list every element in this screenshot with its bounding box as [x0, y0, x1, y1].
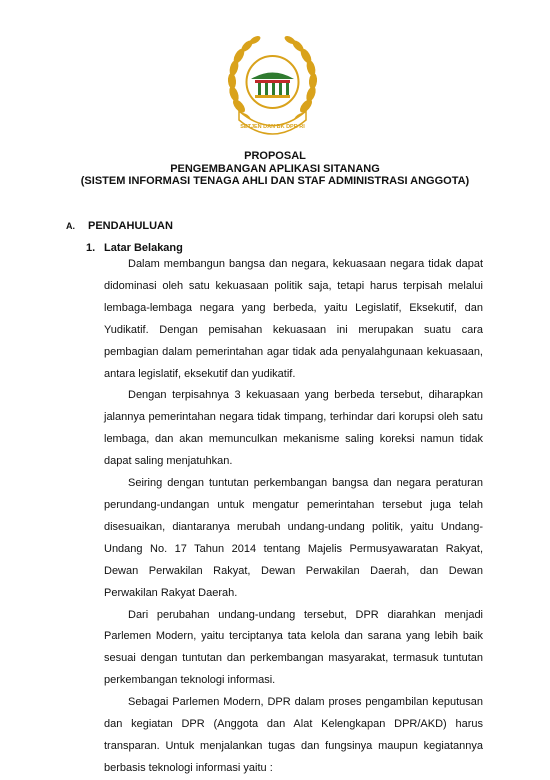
section-title: PENDAHULUAN: [88, 220, 173, 232]
dpr-emblem-logo: [225, 36, 320, 142]
paragraph: Dari perubahan undang-undang tersebut, DPR diarahkan menjadi Parlemen Modern, yaitu terciptanya tata kelola dan sarana yang lebih baik sesuai dengan tuntutan dan perkembangan masyarakat, termasuk tuntutan perkembangan teknologi informasi.: [104, 608, 483, 687]
body-text: [104, 254, 483, 780]
paragraph: Sebagai Parlemen Modern, DPR dalam proses pengambilan keputusan dan kegiatan DPR (Anggota dan Alat Kelengkapan DPR/AKD) harus transparan. Untuk menjalankan tugas dan fungsinya maupun kegiatannya berbasis teknologi informasi yaitu :: [104, 696, 483, 774]
title-line-3: (SISTEM INFORMASI TENAGA AHLI DAN STAF ADMINISTRASI ANGGOTA): [80, 175, 470, 187]
subsection-title: Latar Belakang: [104, 242, 183, 254]
title-line-2: PENGEMBANGAN APLIKASI SITANANG: [170, 162, 380, 175]
title-line-1: PROPOSAL: [244, 150, 306, 162]
logo-ribbon-text: SETJEN DAN BK DPR RI: [240, 124, 305, 130]
subsection-heading: [86, 242, 183, 254]
subsection-number: 1.: [86, 242, 96, 254]
paragraph: Dengan terpisahnya 3 kekuasaan yang berbeda tersebut, diharapkan jalannya pemerintahan negara tidak timpang, terhindar dari korupsi oleh satu lembaga, dan akan memunculkan mekanisme saling koreksi namun tidak dapat saling menjatuhkan.: [104, 389, 483, 468]
section-heading: [66, 220, 173, 232]
document-title: [0, 150, 550, 188]
section-letter: A.: [66, 221, 75, 231]
paragraph: Seiring dengan tuntutan perkembangan bangsa dan negara peraturan perundang-undangan untuk mengatur pemerintahan tersebut juga telah disesuaikan, diantaranya merubah undang-undang politik, yaitu Undang-Undang No. 17 Tahun 2014 tentang Majelis Permusyawaratan Rakyat, Dewan Perwakilan Rakyat, Dewan Perwakilan Daerah, dan Dewan Perwakilan Rakyat Daerah.: [104, 477, 483, 599]
paragraph: Dalam membangun bangsa dan negara, kekuasaan negara tidak dapat didominasi oleh satu kekuasaan politik saja, tetapi harus terpisah melalui lembaga-lembaga negara yang berbeda, yaitu Legislatif, Eksekutif, dan Yudikatif. Dengan pemisahan kekuasaan ini merupakan suatu cara pembagian dalam pemerintahan agar tidak ada penyalahgunaan kekuasaan, antara legislatif, eksekutif dan yudikatif.: [104, 258, 483, 380]
